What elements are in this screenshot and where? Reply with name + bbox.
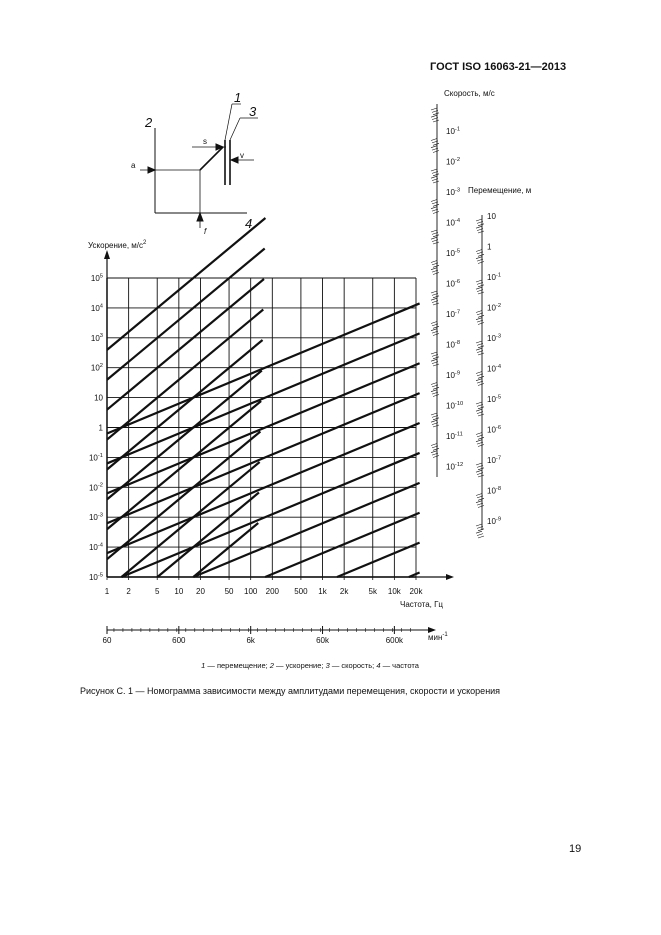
displacement-hatch bbox=[476, 311, 482, 313]
x-tick-label: 20k bbox=[409, 587, 423, 596]
velocity-hatch bbox=[431, 169, 437, 171]
displacement-hatch bbox=[476, 402, 482, 404]
chart-lines bbox=[107, 104, 484, 577]
inset-arrow-f-head bbox=[197, 213, 203, 221]
inset-label-a: a bbox=[131, 161, 136, 170]
velocity-hatch bbox=[431, 420, 437, 422]
acc-tick-label: $10^{-2}$ bbox=[88, 482, 103, 493]
document-header: ГОСТ ISO 16063-21—2013 bbox=[430, 61, 567, 73]
displacement-hatch bbox=[476, 379, 482, 381]
velocity-hatch bbox=[431, 176, 437, 178]
velocity-hatch bbox=[433, 143, 439, 145]
inset-label-f: f bbox=[204, 227, 207, 236]
rpm-tick-label: 60k bbox=[316, 636, 329, 645]
velocity-hatch bbox=[433, 364, 439, 366]
velocity-hatch bbox=[433, 174, 439, 176]
x-tick-label: 1k bbox=[318, 587, 327, 596]
velocity-hatch bbox=[431, 291, 437, 293]
velocity-hatch bbox=[431, 322, 437, 324]
displacement-label: 1 bbox=[487, 242, 492, 252]
displacement-line bbox=[107, 249, 265, 380]
acc-tick-label: 1 bbox=[98, 423, 103, 433]
displacement-hatch bbox=[476, 226, 482, 228]
displacement-hatch bbox=[478, 224, 484, 226]
figure-legend: 1 — перемещение; 2 — ускорение; 3 — скорость; 4 — частота bbox=[201, 661, 419, 670]
figure-caption: Рисунок С. 1 — Номограмма зависимости между амплитудами перемещения, скорости и ускорения bbox=[80, 686, 501, 696]
displacement-label: $10^{-5}$ bbox=[487, 394, 502, 404]
x-tick-label: 500 bbox=[294, 587, 308, 596]
displacement-label: $10^{-7}$ bbox=[487, 455, 502, 465]
displacement-line bbox=[107, 218, 265, 350]
velocity-label: $10^{-6}$ bbox=[446, 278, 461, 289]
x-tick-label: 1 bbox=[104, 587, 110, 596]
velocity-line bbox=[121, 453, 419, 577]
displacement-label: $10^{-3}$ bbox=[487, 333, 502, 343]
displacement-label: $10^{-8}$ bbox=[487, 485, 502, 496]
velocity-hatch bbox=[433, 456, 439, 458]
inset-leader-3 bbox=[230, 118, 240, 140]
velocity-label: $10^{-1}$ bbox=[446, 126, 461, 136]
displacement-hatch bbox=[478, 323, 484, 325]
displacement-hatch bbox=[476, 440, 482, 442]
velocity-hatch bbox=[433, 273, 439, 275]
velocity-label: $10^{-5}$ bbox=[446, 248, 461, 258]
x-tick-label: 10 bbox=[174, 587, 184, 596]
velocity-line bbox=[265, 513, 419, 577]
velocity-hatch bbox=[431, 444, 437, 446]
x-tick-label: 200 bbox=[265, 587, 279, 596]
acc-tick-label: $10^3$ bbox=[90, 333, 103, 343]
displacement-hatch bbox=[478, 254, 484, 256]
velocity-hatch bbox=[431, 298, 437, 300]
acc-tick-label: $10^{-5}$ bbox=[88, 572, 103, 582]
displacement-hatch bbox=[476, 318, 482, 320]
rpm-tick-label: 60 bbox=[102, 636, 112, 645]
displacement-line bbox=[107, 279, 264, 410]
x-tick-label: 5 bbox=[154, 587, 160, 596]
velocity-label: $10^{-7}$ bbox=[446, 309, 461, 319]
velocity-line bbox=[193, 483, 419, 577]
velocity-hatch bbox=[433, 448, 439, 450]
velocity-hatch bbox=[431, 237, 437, 239]
velocity-hatch bbox=[431, 383, 437, 385]
displacement-hatch bbox=[478, 445, 484, 447]
acc-tick-label: $10^{-3}$ bbox=[88, 512, 103, 523]
displacement-label: 10 bbox=[487, 212, 496, 221]
displacement-hatch bbox=[476, 219, 482, 221]
inset-diagonal-line bbox=[200, 147, 223, 170]
acc-tick-label: $10^{-1}$ bbox=[88, 452, 103, 463]
velocity-hatch bbox=[431, 329, 437, 331]
inset-num-1: 1 bbox=[234, 90, 242, 105]
freq-axis-arrow bbox=[446, 574, 454, 580]
inset-diagram bbox=[140, 104, 258, 228]
displacement-hatch bbox=[478, 376, 484, 378]
velocity-hatch bbox=[433, 181, 439, 183]
displacement-hatch bbox=[476, 257, 482, 259]
acc-tick-label: $10^{-4}$ bbox=[88, 542, 103, 553]
displacement-hatch bbox=[478, 506, 484, 508]
displacement-line bbox=[193, 523, 258, 577]
x-tick-label: 10k bbox=[387, 587, 401, 596]
rpm-tick-label: 600k bbox=[385, 636, 404, 645]
velocity-hatch bbox=[431, 108, 437, 110]
velocity-label: $10^{-10}$ bbox=[446, 400, 464, 411]
velocity-hatch bbox=[431, 359, 437, 361]
displacement-hatch bbox=[478, 346, 484, 348]
displacement-hatch bbox=[476, 433, 482, 435]
velocity-hatch bbox=[431, 352, 437, 354]
velocity-label: $10^{-2}$ bbox=[446, 156, 461, 167]
velocity-hatch bbox=[431, 115, 437, 117]
inset-label-v: v bbox=[240, 151, 244, 160]
velocity-label: $10^{-3}$ bbox=[446, 187, 461, 197]
x-tick-label: 5k bbox=[368, 587, 377, 596]
velocity-hatch bbox=[433, 204, 439, 206]
velocity-label: $10^{-8}$ bbox=[446, 339, 461, 350]
displacement-hatch bbox=[478, 536, 484, 538]
velocity-label: $10^{-12}$ bbox=[446, 461, 464, 472]
displacement-hatch bbox=[476, 531, 482, 533]
displacement-hatch bbox=[476, 470, 482, 472]
inset-label-s: s bbox=[203, 137, 207, 146]
page-number: 19 bbox=[569, 843, 582, 855]
acc-tick-label: $10^5$ bbox=[90, 273, 103, 283]
displacement-hatch bbox=[476, 348, 482, 350]
inset-leader-1 bbox=[225, 104, 232, 140]
displacement-hatch bbox=[478, 414, 484, 416]
velocity-hatch bbox=[431, 413, 437, 415]
displacement-hatch bbox=[477, 534, 483, 536]
velocity-hatch bbox=[431, 390, 437, 392]
velocity-hatch bbox=[433, 212, 439, 214]
displacement-hatch bbox=[476, 372, 482, 374]
acc-tick-label: 10 bbox=[94, 393, 103, 403]
velocity-hatch bbox=[433, 113, 439, 115]
acc-tick-label: $10^2$ bbox=[90, 363, 103, 373]
inset-arrow-v-head bbox=[231, 157, 238, 163]
displacement-hatch bbox=[478, 315, 484, 317]
acceleration-axis-title: Ускорение, $м/с^2$ bbox=[88, 240, 147, 250]
displacement-hatch bbox=[478, 475, 484, 477]
x-tick-label: 100 bbox=[244, 587, 258, 596]
displacement-hatch bbox=[476, 524, 482, 526]
displacement-hatch bbox=[478, 231, 484, 233]
displacement-axis-title: Перемещение, м bbox=[468, 186, 532, 195]
displacement-hatch bbox=[476, 409, 482, 411]
velocity-hatch bbox=[431, 200, 437, 202]
velocity-hatch bbox=[433, 334, 439, 336]
displacement-hatch bbox=[476, 287, 482, 289]
x-tick-label: 2 bbox=[126, 587, 131, 596]
displacement-label: $10^{-6}$ bbox=[487, 424, 502, 435]
velocity-hatch bbox=[433, 326, 439, 328]
velocity-hatch bbox=[431, 451, 437, 453]
rpm-axis-unit: мин$^{-1}$ bbox=[428, 632, 448, 642]
velocity-hatch bbox=[433, 395, 439, 397]
inset-num-3: 3 bbox=[249, 104, 257, 119]
velocity-hatch bbox=[433, 235, 439, 237]
velocity-hatch bbox=[433, 425, 439, 427]
displacement-hatch bbox=[478, 285, 484, 287]
velocity-hatch bbox=[431, 207, 437, 209]
displacement-hatch bbox=[478, 437, 484, 439]
velocity-hatch bbox=[431, 139, 437, 141]
velocity-hatch bbox=[431, 230, 437, 232]
displacement-hatch bbox=[476, 463, 482, 465]
inset-num-4: 4 bbox=[245, 216, 253, 231]
velocity-axis-title: Скорость, м/с bbox=[444, 89, 495, 98]
velocity-hatch bbox=[431, 146, 437, 148]
inset-arrow-a-head bbox=[148, 167, 155, 173]
frequency-axis-title: Частота, Гц bbox=[400, 600, 444, 609]
velocity-line bbox=[337, 543, 420, 577]
velocity-hatch bbox=[431, 261, 437, 263]
velocity-hatch bbox=[433, 151, 439, 153]
displacement-hatch bbox=[476, 280, 482, 282]
velocity-hatch bbox=[433, 418, 439, 420]
displacement-hatch bbox=[476, 341, 482, 343]
displacement-label: $10^{-2}$ bbox=[487, 302, 502, 313]
displacement-label: $10^{-1}$ bbox=[487, 272, 502, 282]
x-tick-label: 20 bbox=[196, 587, 205, 596]
displacement-hatch bbox=[476, 501, 482, 503]
x-tick-label: 2k bbox=[339, 587, 349, 596]
displacement-hatch bbox=[476, 250, 482, 252]
acc-tick-label: $10^4$ bbox=[90, 303, 103, 313]
displacement-hatch bbox=[478, 468, 484, 470]
displacement-hatch bbox=[478, 353, 484, 355]
displacement-label: $10^{-4}$ bbox=[487, 363, 502, 374]
displacement-hatch bbox=[478, 529, 484, 531]
velocity-label: $10^{-9}$ bbox=[446, 370, 461, 380]
acc-axis-arrow bbox=[104, 250, 110, 259]
displacement-label: $10^{-9}$ bbox=[487, 516, 502, 526]
displacement-hatch bbox=[476, 494, 482, 496]
velocity-hatch bbox=[433, 357, 439, 359]
displacement-hatch bbox=[478, 292, 484, 294]
velocity-hatch bbox=[433, 303, 439, 305]
velocity-hatch bbox=[433, 120, 439, 122]
velocity-hatch bbox=[433, 242, 439, 244]
displacement-hatch bbox=[478, 262, 484, 264]
velocity-hatch bbox=[433, 387, 439, 389]
velocity-label: $10^{-11}$ bbox=[446, 431, 463, 441]
velocity-hatch bbox=[433, 296, 439, 298]
displacement-hatch bbox=[478, 498, 484, 500]
rpm-tick-label: 6k bbox=[246, 636, 255, 645]
rpm-tick-label: 600 bbox=[172, 636, 186, 645]
velocity-hatch bbox=[431, 268, 437, 270]
velocity-hatch bbox=[433, 265, 439, 267]
x-tick-label: 50 bbox=[224, 587, 234, 596]
displacement-hatch bbox=[478, 384, 484, 386]
velocity-label: $10^{-4}$ bbox=[446, 217, 461, 228]
displacement-hatch bbox=[478, 407, 484, 409]
inset-num-2: 2 bbox=[145, 115, 153, 130]
